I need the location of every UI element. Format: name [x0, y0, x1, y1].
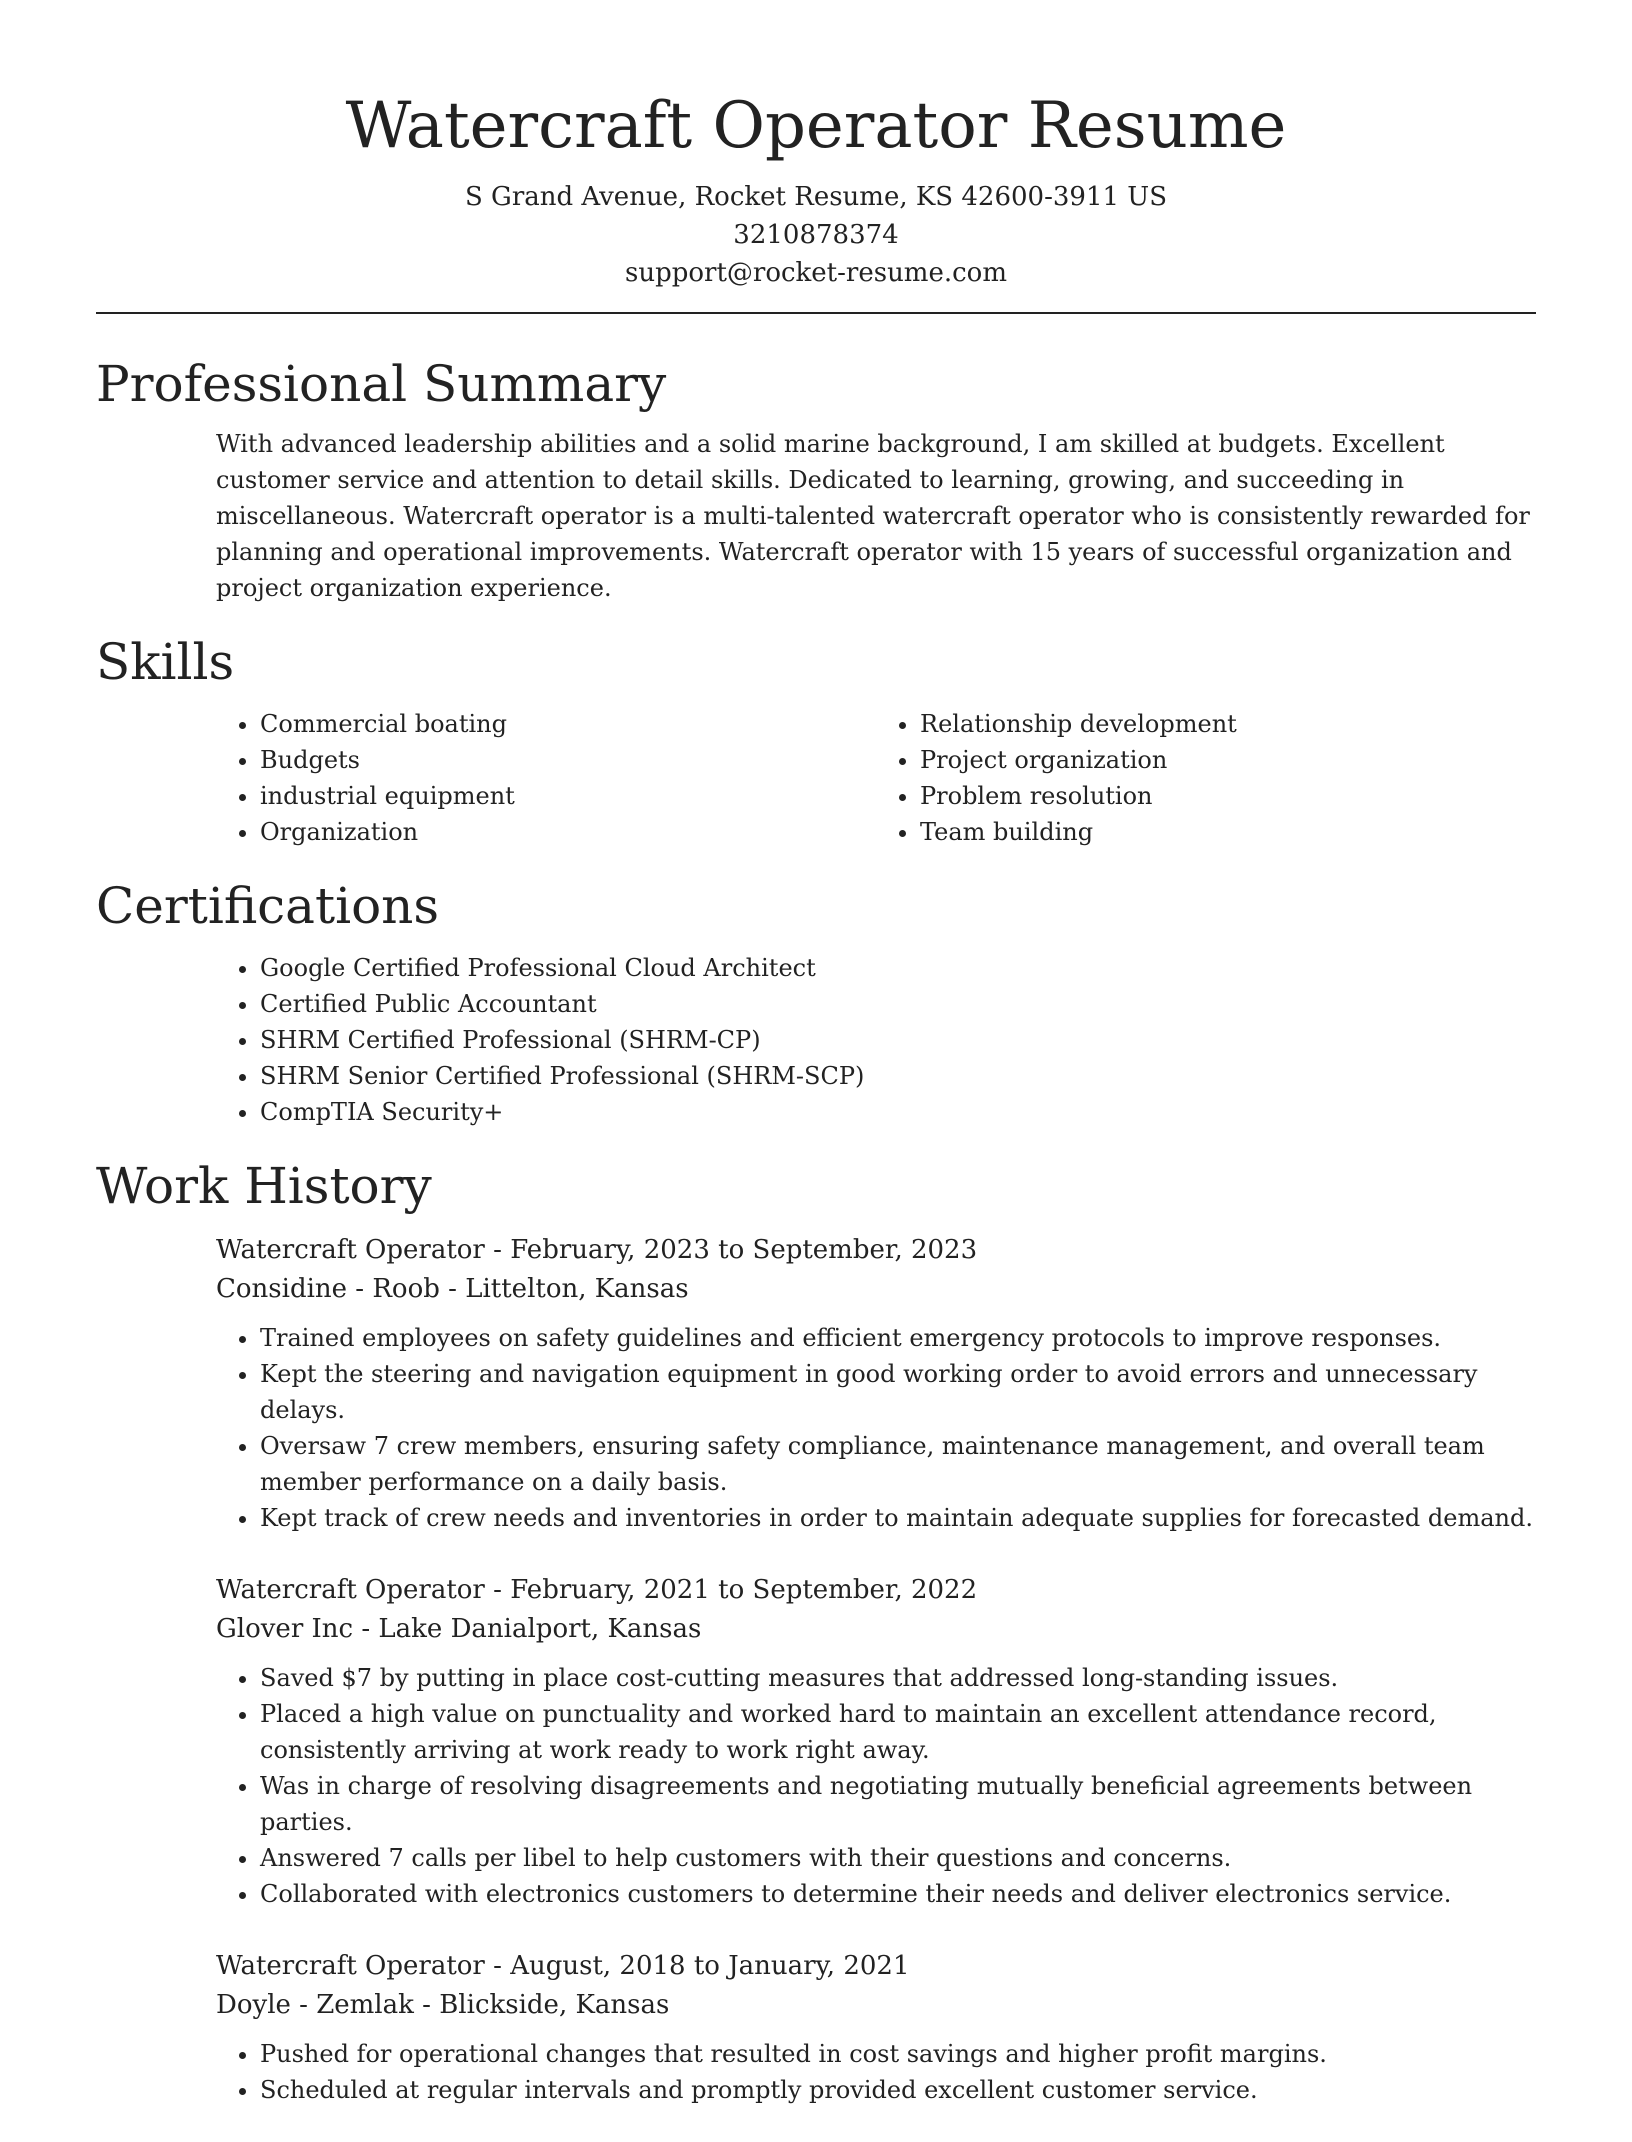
job-title-line	[216, 1230, 1536, 1270]
job-bullet: • Scheduled at regular intervals and promptly provided excellent customer service.	[260, 2072, 1536, 2108]
job-bullet: • Kept the steering and navigation equipment in good working order to avoid errors and unnecessary delays.	[260, 1356, 1536, 1428]
skill-item: • Project organization	[920, 742, 1536, 778]
job-company: Considine - Roob	[216, 1274, 440, 1304]
certifications-list	[216, 950, 1536, 1130]
job-location: - Littelton, Kansas	[439, 1274, 689, 1304]
skill-item: • Commercial boating	[260, 706, 876, 742]
skill-item: • Problem resolution	[920, 778, 1536, 814]
certification-item: • Google Certified Professional Cloud Architect	[260, 950, 1536, 986]
job-company-line	[216, 1610, 1536, 1648]
job-dates: - August, 2018 to January, 2021	[484, 1951, 910, 1981]
skill-item: • Organization	[260, 814, 876, 850]
job-title: Watercraft Operator	[216, 1575, 485, 1605]
work-history-section	[96, 1156, 1536, 2108]
contact-email: support@rocket-resume.com	[624, 258, 1007, 288]
job-bullets	[216, 2036, 1536, 2108]
skills-body	[216, 706, 1536, 850]
certification-item: • Certified Public Accountant	[260, 986, 1536, 1022]
skills-list-right	[876, 706, 1536, 850]
certifications-body	[216, 950, 1536, 1130]
skills-heading: Skills	[96, 633, 235, 691]
job-dates: - February, 2023 to September, 2023	[484, 1235, 978, 1265]
skill-item: • Relationship development	[920, 706, 1536, 742]
skill-item: • Budgets	[260, 742, 876, 778]
job-company-line	[216, 1986, 1536, 2024]
resume-page	[96, 0, 1536, 2142]
summary-heading: Professional Summary	[96, 355, 667, 413]
resume-header	[96, 0, 1536, 292]
job-company: Glover Inc	[216, 1614, 354, 1644]
job-entry	[216, 1230, 1536, 1536]
job-title-line	[216, 1570, 1536, 1610]
resume-title: Watercraft Operator Resume	[345, 89, 1287, 163]
certifications-heading: Certifications	[96, 877, 440, 935]
job-bullet: • Saved $7 by putting in place cost-cutting measures that addressed long-standing issues.	[260, 1660, 1536, 1696]
job-bullet: • Pushed for operational changes that resulted in cost savings and higher profit margins.	[260, 2036, 1536, 2072]
contact-block	[96, 178, 1536, 292]
job-location: - Lake Danialport, Kansas	[353, 1614, 702, 1644]
summary-text: With advanced leadership abilities and a solid marine background, I am skilled at budgets. Excellent customer service and attention to detail skills. Dedicated to learning, growing, and succeeding in miscellaneous. Watercraft operator is a multi-talented watercraft operator who is consistently rewarded for planning and operational improvements. Watercraft operator with 15 years of successful organization and project organization experience.	[216, 430, 1530, 602]
skill-item: • industrial equipment	[260, 778, 876, 814]
job-dates: - February, 2021 to September, 2022	[484, 1575, 978, 1605]
summary-body	[216, 426, 1536, 606]
certification-item: • SHRM Senior Certified Professional (SHRM-SCP)	[260, 1058, 1536, 1094]
job-location: - Blickside, Kansas	[413, 1990, 670, 2020]
job-bullet: • Kept track of crew needs and inventories in order to maintain adequate supplies for forecasted demand.	[260, 1500, 1536, 1536]
job-bullet: • Was in charge of resolving disagreements and negotiating mutually beneficial agreements between parties.	[260, 1768, 1536, 1840]
job-company: Doyle - Zemlak	[216, 1990, 414, 2020]
job-bullets	[216, 1660, 1536, 1912]
job-title: Watercraft Operator	[216, 1951, 485, 1981]
job-bullet: • Placed a high value on punctuality and worked hard to maintain an excellent attendance record, consistently arriving at work ready to work right away.	[260, 1696, 1536, 1768]
work-history-heading: Work History	[96, 1157, 432, 1215]
work-history-body	[216, 1230, 1536, 2108]
job-bullet: • Trained employees on safety guidelines and efficient emergency protocols to improve responses.	[260, 1320, 1536, 1356]
job-bullet: • Answered 7 calls per libel to help customers with their questions and concerns.	[260, 1840, 1536, 1876]
job-entry	[216, 1570, 1536, 1912]
header-divider	[96, 312, 1536, 314]
contact-address: S Grand Avenue, Rocket Resume, KS 42600-3911 US	[464, 182, 1168, 212]
job-entry	[216, 1946, 1536, 2108]
job-bullet: • Collaborated with electronics customers to determine their needs and deliver electronics service.	[260, 1876, 1536, 1912]
skill-item: • Team building	[920, 814, 1536, 850]
job-company-line	[216, 1270, 1536, 1308]
job-bullet: • Oversaw 7 crew members, ensuring safety compliance, maintenance management, and overall team member performance on a daily basis.	[260, 1428, 1536, 1500]
contact-phone: 3210878374	[733, 220, 899, 250]
certification-item: • CompTIA Security+	[260, 1094, 1536, 1130]
skills-list-left	[216, 706, 876, 850]
summary-section	[96, 354, 1536, 606]
skills-section	[96, 632, 1536, 850]
job-title: Watercraft Operator	[216, 1235, 485, 1265]
job-bullets	[216, 1320, 1536, 1536]
job-title-line	[216, 1946, 1536, 1986]
certification-item: • SHRM Certified Professional (SHRM-CP)	[260, 1022, 1536, 1058]
certifications-section	[96, 876, 1536, 1130]
